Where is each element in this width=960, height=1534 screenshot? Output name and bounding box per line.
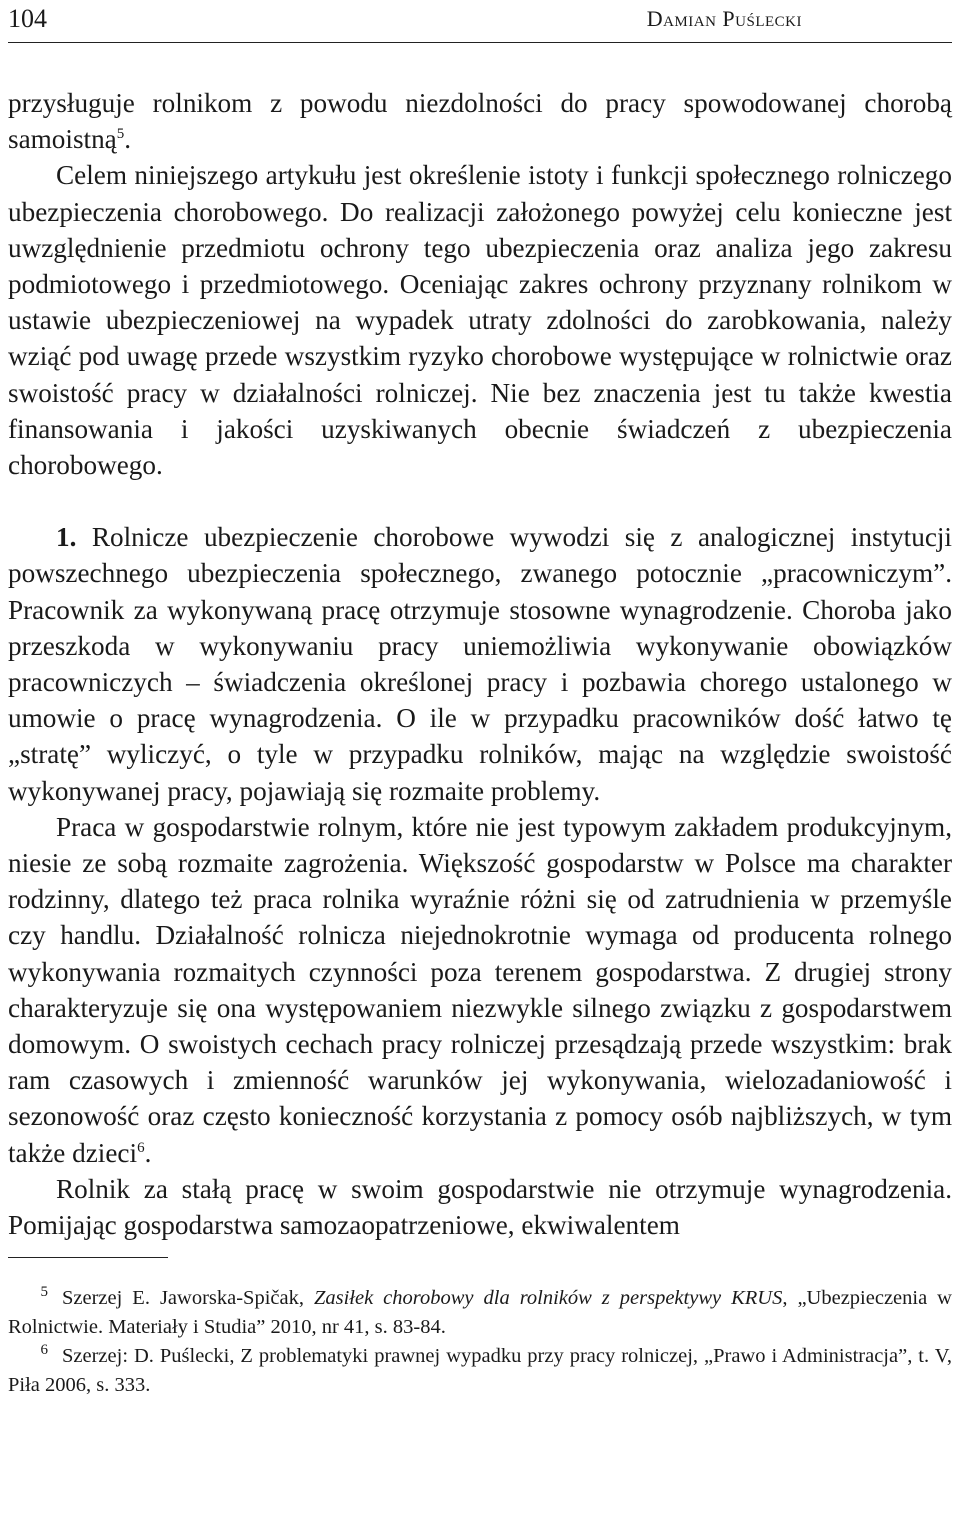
paragraph-purpose: Celem niniejszego artykułu jest określenie istoty i funkcji społecznego rolniczego ubezpieczenia chorobowego. Do realizacji założonego powyżej celu konieczne jest uwzględnienie przedmiotu ochrony tego ubezpieczenia oraz analiza jego zakresu podmiotowego i przedmiotowego. Oceniając zakres ochrony przyznany rolnikom w ustawie ubezpieczeniowej na wypadek utraty zdolności do zarobkowania, należy wziąć pod uwagę przede wszystkim ryzyko chorobowe występujące w rolnictwie oraz swoistość pracy w działalności rolniczej. Nie bez znaczenia jest tu także kwestia finansowania i jakości uzyskiwanych obecnie świadczeń z ubezpieczenia chorobowego. xyxy=(8,160,952,481)
running-head: Damian Puślecki xyxy=(646,6,802,31)
paragraph-section-1: 1. Rolnicze ubezpieczenie chorobowe wywodzi się z analogicznej instytucji powszechnego ubezpieczenia społecznego, zwanego potocznie „pracowniczym”. Pracownik za wykonywaną pracę otrzymuje stosowne wynagrodzenie. Choroba jako przeszkoda w wykonywaniu pracy uniemożliwia wykonywanie obowiązków pracowniczych – świadczenia określonej pracy i pozbawia chorego ustalonego w umowie o pracę wynagrodzenia. O ile w przypadku pracowników dość łatwo tę „stratę” wyliczyć, o tyle w przypadku rolników, mając na względzie swoistość wykonywanej pracy, pojawiają się rozmaite problemy. xyxy=(8,522,952,806)
page-header xyxy=(8,0,952,43)
cited-title: Zasiłek chorobowy dla rolników z perspektywy KRUS xyxy=(313,1287,783,1310)
page-number: 104 xyxy=(8,4,47,33)
paragraph-continued: przysługuje rolnikom z powodu niezdolności do pracy spowodowanej chorobą samoistną$^5$. xyxy=(8,88,952,155)
footnote-ref-6[interactable]: 6 xyxy=(137,1139,145,1156)
footnote-5: 5 Szerzej E. Jaworska-Spičak, Zasiłek chorobowy dla rolników z perspektywy KRUS, „Ubezpieczenia w Rolnictwie. Materiały i Studia” 2010, nr 41, s. 83-84. xyxy=(8,1284,952,1339)
footnote-ref-5[interactable]: 5 xyxy=(116,126,125,143)
footnote-6: 6 Szerzej: D. Puślecki, Z problematyki prawnej wypadku przy pracy rolniczej, „Prawo i Administracja”, t. V, Piła 2006, s. 333. xyxy=(8,1342,952,1397)
body-text xyxy=(8,85,952,1243)
section-number: 1. xyxy=(56,522,77,553)
document-page xyxy=(8,0,952,1400)
paragraph-farm-work: Praca w gospodarstwie rolnym, które nie jest typowym zakładem produkcyjnym, niesie ze sobą rozmaite zagrożenia. Większość gospodarstw w Polsce ma charakter rodzinny, dlatego też praca rolnika wyraźnie różni się od zatrudnienia w przemyśle czy handlu. Działalność rolnicza niejednokrotnie wymaga od producenta rolnego wykonywania rozmaitych czynności poza terenem gospodarstwa. Z drugiej strony charakteryzuje się ona występowaniem niezwykle silnego związku z gospodarstwem domowym. O swoistych cechach pracy rolniczej przesądzają przede wszystkim: brak ram czasowych i zmienność warunków jej wykonywania, wielozadaniowość i sezonowość oraz często konieczność korzystania z pomocy osób najbliższych, w tym także dzieci$^6$. xyxy=(8,811,952,1168)
footnote-separator xyxy=(8,1257,168,1258)
footnotes xyxy=(8,1284,952,1400)
paragraph-farmer-pay: Rolnik za stałą pracę w swoim gospodarstwie nie otrzymuje wynagrodzenia. Pomijając gospodarstwa samozaopatrzeniowe, ekwiwalentem xyxy=(8,1173,952,1241)
